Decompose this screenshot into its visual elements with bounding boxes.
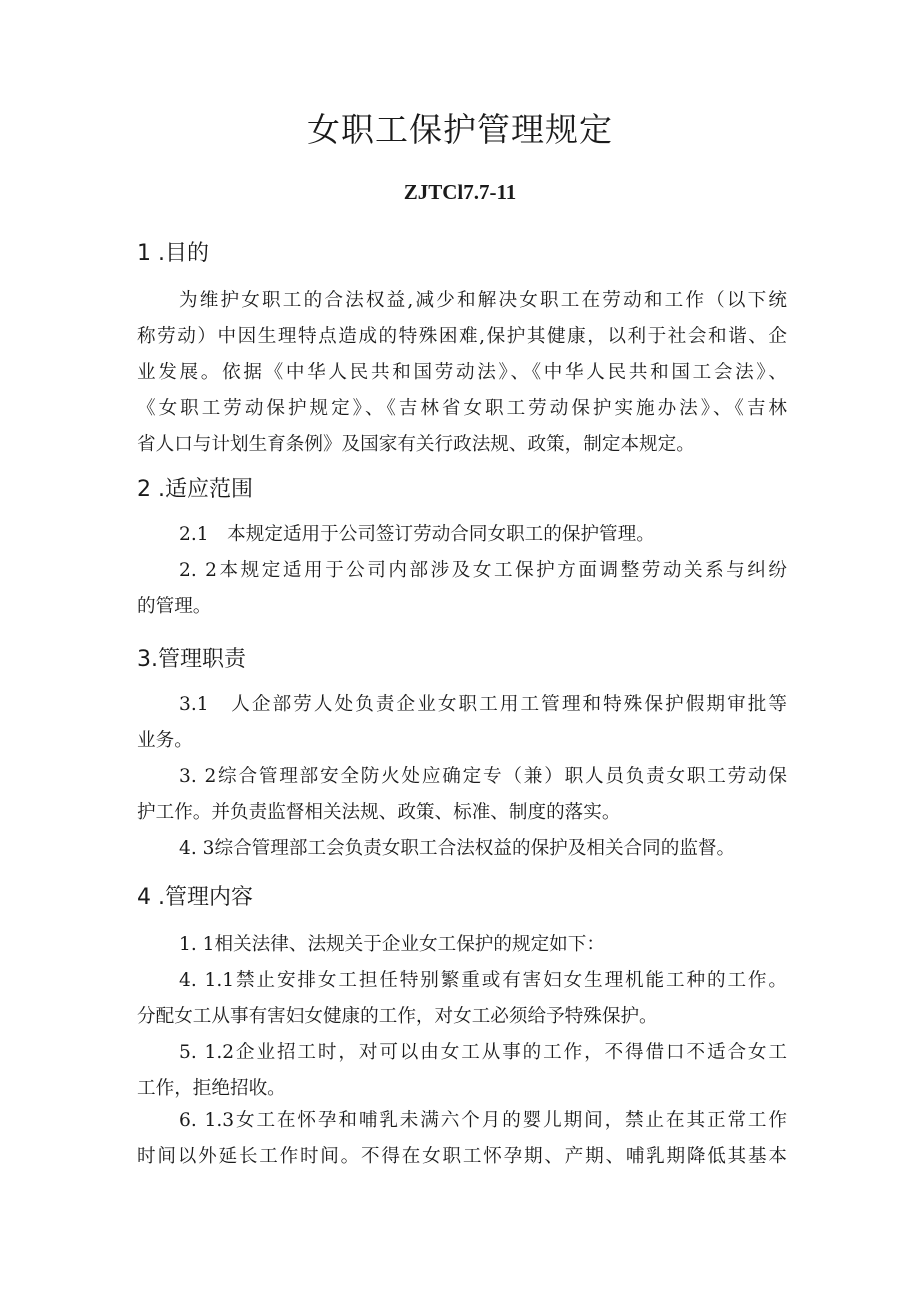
paragraph-line: 护工作。并负责监督相关法规、政策、标准、制度的落实。 xyxy=(137,802,621,823)
paragraph-line: 为维护女职工的合法权益,减少和解决女职工在劳动和工作（以下统 xyxy=(179,290,787,311)
paragraph-line: 业发展。依据《中华人民共和国劳动法》、《中华人民共和国工会法》、 xyxy=(137,362,787,383)
responsibility-item-3-1 xyxy=(137,687,787,759)
responsibility-item-3-3 xyxy=(137,831,787,867)
document-title: 女职工保护管理规定 xyxy=(307,110,613,149)
purpose-paragraph xyxy=(137,283,787,463)
section-heading-responsibilities: 3.管理职责 xyxy=(137,647,246,672)
paragraph-line: 3. 2综合管理部安全防火处应确定专（兼）职人员负责女职工劳动保 xyxy=(179,766,787,787)
paragraph-line: 《女职工劳动保护规定》、《吉林省女职工劳动保护实施办法》、《吉林 xyxy=(137,398,787,419)
content-item-4-1 xyxy=(137,927,787,963)
paragraph-line: 4. 3综合管理部工会负责女职工合法权益的保护及相关合同的监督。 xyxy=(179,838,736,859)
paragraph-line: 4. 1.1禁止安排女工担任特别繁重或有害妇女生理机能工种的工作。 xyxy=(179,970,787,991)
paragraph-line: 工作，拒绝招收。 xyxy=(137,1078,286,1099)
paragraph-line: 分配女工从事有害妇女健康的工作，对女工必须给予特殊保护。 xyxy=(137,1006,658,1027)
paragraph-line: 称劳动）中因生理特点造成的特殊困难,保护其健康，以利于社会和谐、企 xyxy=(137,326,787,347)
paragraph-line: 2.1 本规定适用于公司签订劳动合同女职工的保护管理。 xyxy=(179,524,655,545)
section-heading-scope: 2 .适应范围 xyxy=(137,477,253,502)
paragraph-line: 1. 1相关法律、法规关于企业女工保护的规定如下： xyxy=(179,934,605,955)
paragraph-line: 3.1 人企部劳人处负责企业女职工用工管理和特殊保护假期审批等 xyxy=(179,694,787,715)
paragraph-line: 2. 2本规定适用于公司内部涉及女工保护方面调整劳动关系与纠纷 xyxy=(179,560,787,581)
paragraph-line: 6. 1.3女工在怀孕和哺乳未满六个月的婴儿期间，禁止在其正常工作 xyxy=(179,1110,787,1131)
content-item-4-1-2 xyxy=(137,1035,787,1107)
scope-item-2-1 xyxy=(137,517,787,553)
scope-item-2-2 xyxy=(137,553,787,625)
paragraph-line: 时间以外延长工作时间。不得在女职工怀孕期、产期、哺乳期降低其基本 xyxy=(137,1146,787,1167)
content-item-4-1-3 xyxy=(137,1103,787,1175)
responsibility-item-3-2 xyxy=(137,759,787,831)
document-code: ZJTCl7.7-11 xyxy=(403,180,517,204)
section-heading-content: 4 .管理内容 xyxy=(137,885,253,910)
section-heading-purpose: 1 .目的 xyxy=(137,241,209,266)
paragraph-line: 省人口与计划生育条例》及国家有关行政法规、政策，制定本规定。 xyxy=(137,434,695,455)
paragraph-line: 的管理。 xyxy=(137,596,212,617)
paragraph-line: 5. 1.2企业招工时，对可以由女工从事的工作，不得借口不适合女工 xyxy=(179,1042,787,1063)
paragraph-line: 业务。 xyxy=(137,730,193,751)
content-item-4-1-1 xyxy=(137,963,787,1035)
